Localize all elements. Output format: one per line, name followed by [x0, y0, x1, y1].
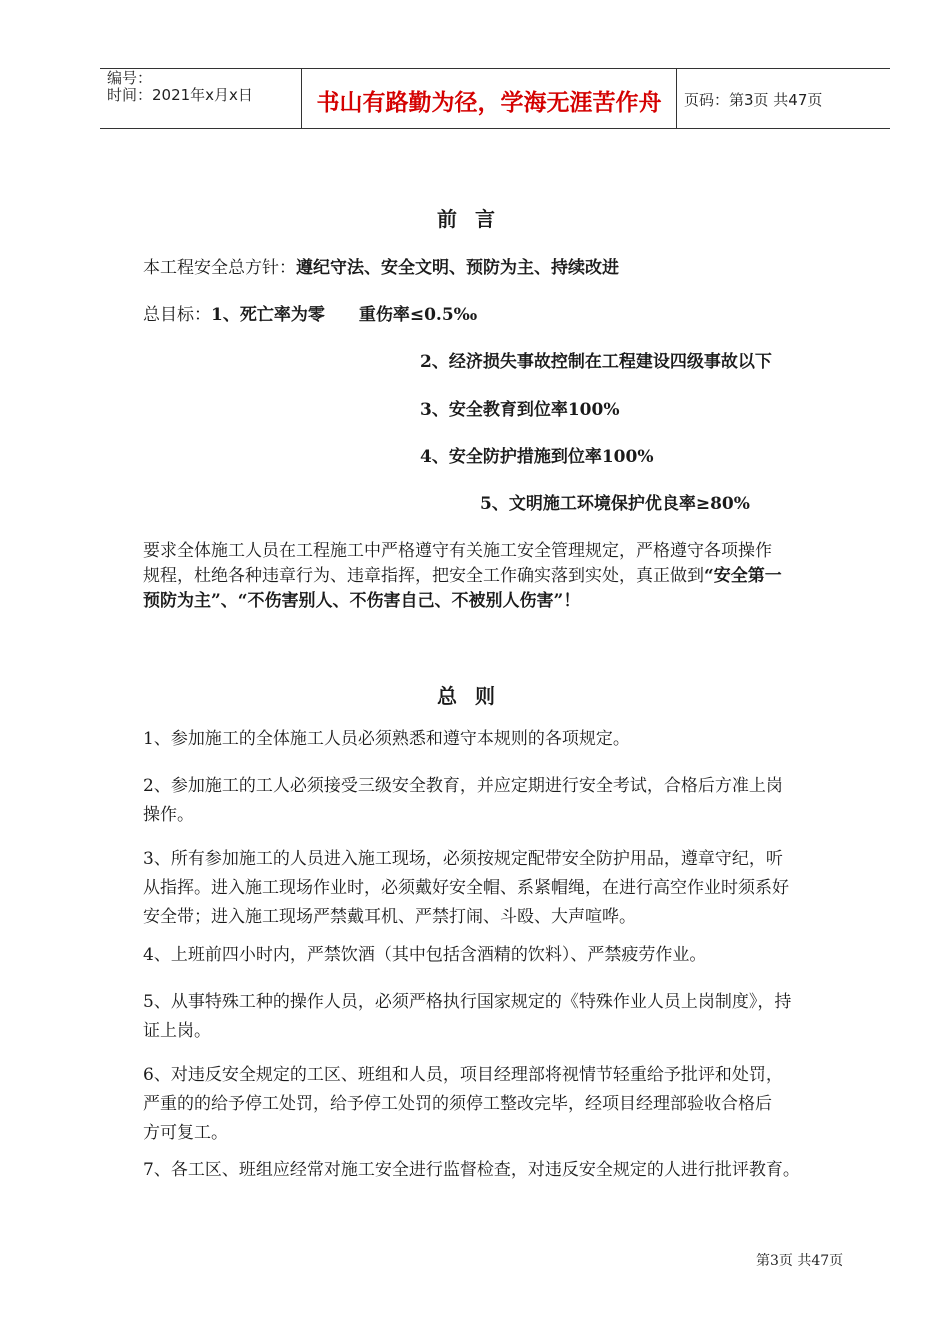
rule-line: 2、参加施工的工人必须接受三级安全教育，并应定期进行安全考试，合格后方准上岗 [143, 776, 783, 796]
header-number-label: 编号： [107, 69, 153, 87]
rule-item-4 [143, 941, 863, 970]
rule-item-6 [143, 1061, 863, 1148]
goal-line-1 [143, 300, 477, 325]
requirement-line-2-plain: 规程，杜绝各种违章行为、违章指挥，把安全工作确实落到实处，真正做到 [143, 566, 704, 586]
goal-3: 3、安全教育到位率100% [420, 400, 620, 420]
rule-line: 7、各工区、班组应经常对施工安全进行监督检查，对违反安全规定的人进行批评教育。 [143, 1160, 800, 1180]
policy-line [143, 253, 619, 278]
rule-item-2 [143, 772, 863, 830]
preface-title: 前言 [437, 207, 513, 231]
policy-prefix: 本工程安全总方针： [143, 258, 296, 278]
rule-item-5 [143, 988, 863, 1046]
rule-line: 方可复工。 [143, 1123, 228, 1143]
goal-prefix: 总目标： [143, 305, 211, 325]
rule-item-3 [143, 845, 863, 932]
rule-item-7 [143, 1156, 863, 1185]
goal-5: 5、文明施工环境保护优良率≥80% [480, 494, 750, 514]
policy-text: 遵纪守法、安全文明、预防为主、持续改进 [296, 258, 619, 278]
header-page-label: 页码：第3页 共47页 [684, 91, 823, 109]
header-motto: 书山有路勤为径，学海无涯苦作舟 [316, 90, 662, 116]
goal-1a: 1、死亡率为零 [211, 305, 325, 325]
rule-item-1 [143, 725, 863, 754]
rule-line: 安全带；进入施工现场严禁戴耳机、严禁打闹、斗殴、大声喧哗。 [143, 907, 636, 927]
rule-line: 3、所有参加施工的人员进入施工现场，必须按规定配带安全防护用品，遵章守纪，听 [143, 849, 783, 869]
rule-line: 从指挥。进入施工现场作业时，必须戴好安全帽、系紧帽绳，在进行高空作业时须系好 [143, 878, 789, 898]
header-bottom-rule [100, 128, 890, 129]
header-divider-right [676, 68, 677, 129]
header-top-rule [100, 68, 890, 69]
rule-line: 1、参加施工的全体施工人员必须熟悉和遵守本规则的各项规定。 [143, 729, 630, 749]
rule-line: 严重的的给予停工处罚，给予停工处罚的须停工整改完毕，经项目经理部验收合格后 [143, 1094, 772, 1114]
rule-line: 证上岗。 [143, 1021, 211, 1041]
rule-line: 6、对违反安全规定的工区、班组和人员，项目经理部将视情节轻重给予批评和处罚， [143, 1065, 783, 1085]
requirement-line-2 [143, 561, 782, 586]
goal-4: 4、安全防护措施到位率100% [420, 447, 654, 467]
footer-page-number: 第3页 共47页 [756, 1253, 844, 1269]
general-title: 总则 [437, 684, 513, 708]
requirement-line-2-bold: “安全第一 [704, 566, 782, 586]
header-meta [107, 70, 253, 104]
rule-line: 5、从事特殊工种的操作人员，必须严格执行国家规定的《特殊作业人员上岗制度》，持 [143, 992, 792, 1012]
goal-1b: 重伤率≤0.5‰ [358, 305, 478, 325]
goal-2: 2、经济损失事故控制在工程建设四级事故以下 [420, 352, 772, 372]
header-time-label: 时间：2021年x月x日 [107, 86, 253, 104]
requirement-line-3: 预防为主”、“不伤害别人、不伤害自己、不被别人伤害”！ [143, 591, 581, 611]
requirement-line-1: 要求全体施工人员在工程施工中严格遵守有关施工安全管理规定，严格遵守各项操作 [143, 541, 772, 561]
rule-line: 4、上班前四小时内，严禁饮酒（其中包括含酒精的饮料）、严禁疲劳作业。 [143, 945, 707, 965]
rule-line: 操作。 [143, 805, 194, 825]
